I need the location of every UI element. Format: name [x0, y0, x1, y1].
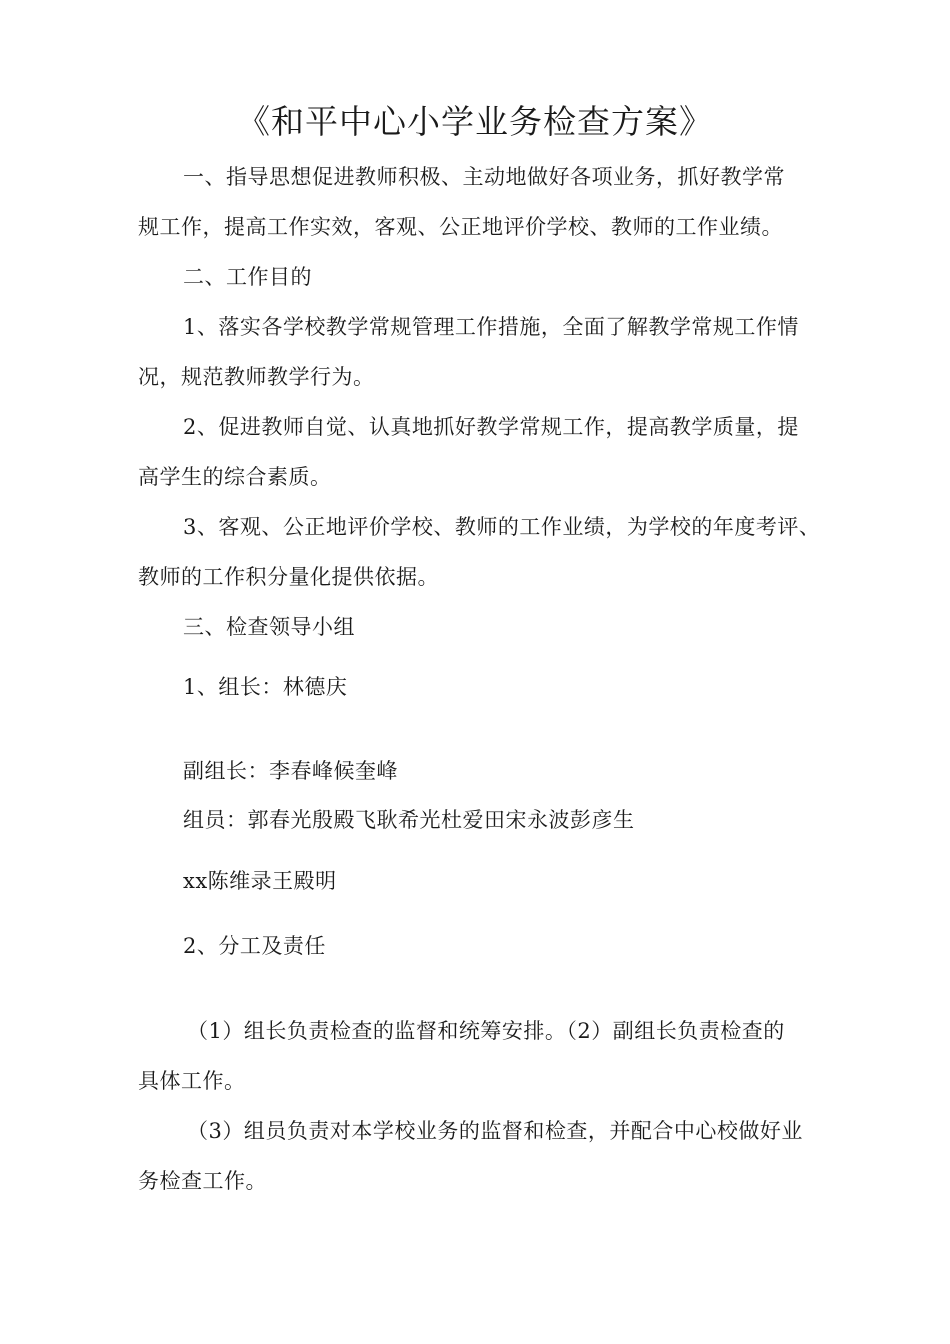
- responsibility-item-1-2-line-1: （1）组长负责检查的监督和统筹安排。（2）副组长负责检查的: [187, 1019, 785, 1043]
- document-title: 《和平中心小学业务检查方案》: [237, 102, 713, 141]
- section-heading-leadership-group: 三、检查领导小组: [183, 615, 355, 639]
- responsibility-item-3-line-2: 务检查工作。: [138, 1169, 267, 1193]
- group-leader-line: 1、组长：林德庆: [183, 675, 348, 699]
- section-heading-division-responsibility: 2、分工及责任: [183, 934, 326, 958]
- deputy-leader-line: 副组长：李春峰候奎峰: [183, 759, 398, 783]
- purpose-item-1-line-1: 1、落实各学校教学常规管理工作措施，全面了解教学常规工作情: [183, 315, 799, 339]
- paragraph-guiding-thought-line-2: 规工作，提高工作实效，客观、公正地评价学校、教师的工作业绩。: [138, 215, 783, 239]
- responsibility-item-3-line-1: （3）组员负责对本学校业务的监督和检查，并配合中心校做好业: [187, 1119, 803, 1143]
- section-heading-work-purpose: 二、工作目的: [183, 265, 312, 289]
- purpose-item-2-line-2: 高学生的综合素质。: [138, 465, 332, 489]
- purpose-item-1-line-2: 况，规范教师教学行为。: [138, 365, 375, 389]
- group-members-line-2: xx陈维录王殿明: [183, 869, 337, 893]
- purpose-item-3-line-2: 教师的工作积分量化提供依据。: [138, 565, 439, 589]
- group-members-line-1: 组员：郭春光殷殿飞耿希光杜爱田宋永波彭彦生: [183, 808, 635, 832]
- purpose-item-2-line-1: 2、促进教师自觉、认真地抓好教学常规工作，提高教学质量，提: [183, 415, 799, 439]
- purpose-item-3-line-1: 3、客观、公正地评价学校、教师的工作业绩，为学校的年度考评、: [183, 515, 821, 539]
- responsibility-item-1-2-line-2: 具体工作。: [138, 1069, 246, 1093]
- paragraph-guiding-thought-line-1: 一、指导思想促进教师积极、主动地做好各项业务，抓好教学常: [183, 165, 785, 189]
